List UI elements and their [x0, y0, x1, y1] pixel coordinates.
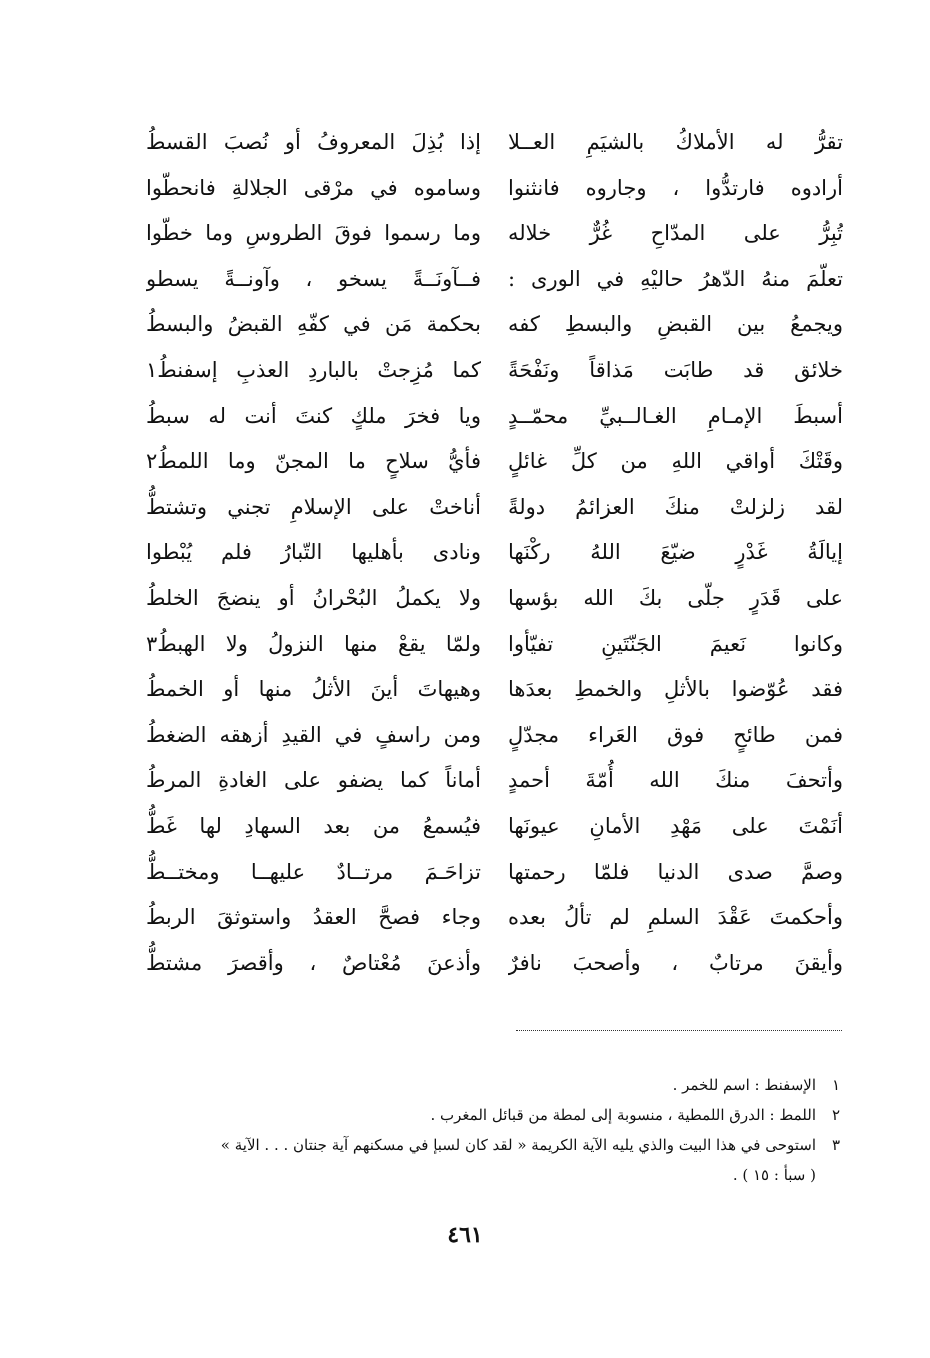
footnote — [150, 1070, 840, 1100]
footnote — [150, 1130, 840, 1160]
footnote-number: ٢ — [831, 1106, 840, 1124]
footnote-separator — [516, 1030, 842, 1031]
footnote-text: اللمط : الدرق اللمطية ، منسوبة إلى لمطة من قبائل المغرب . — [430, 1106, 816, 1124]
footnote-number: ٣ — [831, 1136, 840, 1154]
verse-line: إذا بُذِلَ المعروفُ أو نُصبَ القسطُ — [146, 130, 481, 154]
verse-line: وأذعنَ مُعْتاصٌ ، وأقصرَ مشتطُّ — [146, 950, 481, 975]
verse-line: وجاء فصحَّ العقدُ واستوثقَ الربطُ — [146, 905, 481, 930]
verse-line: وأيقنَ مرتابٌ ، وأصحبَ نافرٌ — [508, 950, 843, 975]
verse-line: ونادى بأهليها التّبارُ فلم يُبْطوا — [146, 540, 481, 565]
verse-line: وكانوا نَعيمَ الجَنّتَينِ تفيّأوا — [508, 631, 843, 656]
verse-line: ويا فخرَ ملكٍ كنتَ أنت له سبطُ — [146, 403, 481, 428]
verse-line: فمن طائحٍ فوق العَراء مجدّلٍ — [508, 722, 843, 747]
verse-line: ولمّا يقعْ منها النزولُ ولا الهبطُ٣ — [146, 631, 481, 656]
verse-line: وهيهاتَ أينَ الأثلُ منها أو الخمطُ — [146, 677, 481, 702]
verse-line: فأيُّ سلاحٍ ما المجنّ وما اللمطُ٢ — [146, 449, 481, 474]
verse-line: وما رسموا فوقَ الطروسِ وما خطّوا — [146, 221, 481, 246]
footnotes — [150, 1070, 840, 1190]
verse-line: على قَدَرٍ جلّى بكَ الله بؤسها — [508, 585, 843, 610]
verse-line: أناختْ على الإسلامِ تجني وتشتطُّ — [146, 494, 481, 519]
verse-line: أرادوه فارتدُّوا ، وجاروه فانثنوا — [508, 175, 843, 200]
footnote-text: الإسفنط : اسم للخمر . — [672, 1076, 816, 1094]
verse-line: تقرُّ له الأملاكُ بالشيَمِ العــلا — [508, 130, 843, 154]
verse-line: وساموه في مرْقى الجلالةِ فانحطّوا — [146, 175, 481, 200]
verse-line: تعلّمَ منهُ الدّهرُ حاليْهِ في الورى : — [508, 266, 843, 291]
verse-line: أسبطَ الإمـامِ الغـالــبيِّ محمّــدٍ — [508, 403, 843, 428]
page-number: ٤٦١ — [447, 1222, 483, 1248]
verse-line: لقد زلزلتْ منكَ العزائمُ دولةً — [508, 494, 843, 519]
verse-line: ويجمعُ بين القبضِ والبسطِ كفه — [508, 312, 843, 337]
verse-line: كما مُزِجتْ بالباردِ العذبِ إسفنطُ١ — [146, 357, 481, 382]
verse-line: أنَمْتَ على مَهْدِ الأمانِ عيونَها — [508, 813, 843, 838]
verse-line: تُبِرُّ على المدّاحِ غُرٌّ خلاله — [508, 221, 843, 246]
footnote — [150, 1100, 840, 1130]
verse-line: بحكمة مَن في كفّهِ القبضُ والبسطُ — [146, 312, 481, 337]
poem-column-left — [146, 120, 481, 986]
verse-line: وأتحفَ منكَ الله أُمّةَ أحمدٍ — [508, 768, 843, 793]
verse-line: ومن راسفٍ في القيدِ أزهقه الضغطُ — [146, 722, 481, 747]
verse-line: فيُسمعُ من بعد السهادِ لها غَطُّ — [146, 813, 481, 838]
verse-line: فقد عُوّضوا بالأثلِ والخمطِ بعدَها — [508, 677, 843, 702]
footnote-text: استوحى في هذا البيت والذي يليه الآية الكريمة « لقد كان لسبإ في مسكنهم آية جنتان . . . الآية » — [220, 1136, 816, 1154]
poem-column-right — [508, 120, 843, 986]
verse-line: إيالَةُ غَدْرٍ ضيّعَ اللهُ ركْنَها — [508, 540, 843, 565]
verse-line: أماناً كما يضفو على الغادةِ المرطُ — [146, 768, 481, 793]
verse-line: وصمَّ صدى الدنيا فلمّا رحمتها — [508, 859, 843, 884]
verse-line: وأحكمتَ عَقْدَ السلمِ لم تألُ بعده — [508, 905, 843, 930]
verse-line: وقَتْكَ أواقي اللهِ من كلِّ غائلٍ — [508, 449, 843, 474]
verse-line: تزاحَـمَ مرتــادٌ عليهــا ومختــطُّ — [146, 859, 481, 884]
verse-line: فــآونَــةً يسخو ، وآونــةً يسطو — [146, 266, 481, 291]
verse-line: ولا يكملُ البُحْرانُ أو ينضجَ الخلطُ — [146, 585, 481, 610]
footnote-continuation: ( سبأ : ١٥ ) . — [732, 1166, 816, 1184]
footnote-number: ١ — [831, 1076, 840, 1094]
verse-line: خلائق قد طابَت مَذاقاً ونَفْحَةً — [508, 357, 843, 382]
